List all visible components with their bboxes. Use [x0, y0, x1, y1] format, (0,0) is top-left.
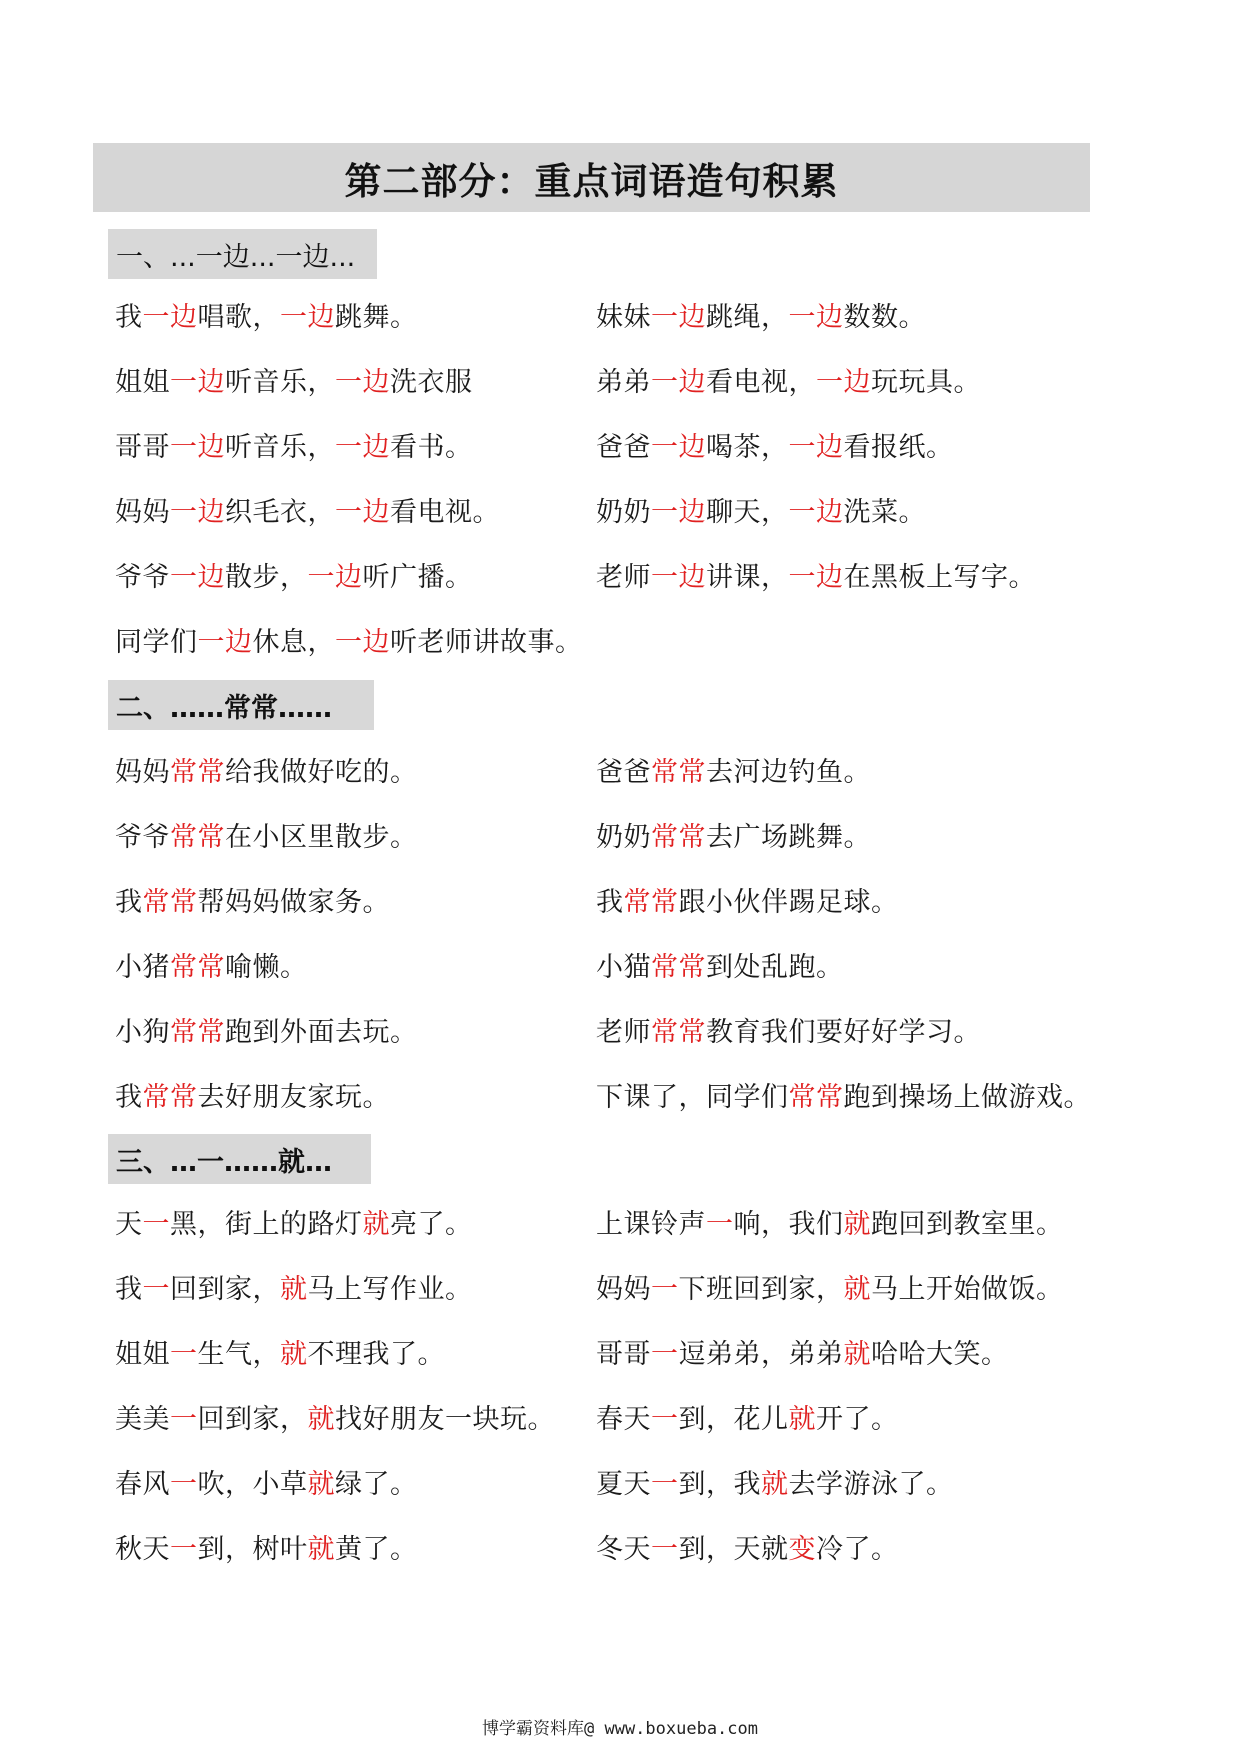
sentence-text: 听音乐，	[225, 432, 335, 463]
example-sentence	[115, 740, 596, 805]
sentence-text: 不理我了。	[307, 1339, 445, 1370]
keyword-highlight: 就	[307, 1404, 335, 1435]
keyword-highlight: 一边	[170, 497, 225, 528]
example-sentence	[115, 1452, 596, 1517]
example-sentence	[115, 805, 596, 870]
example-sentence	[596, 935, 1125, 1000]
sentence-text: 跳舞。	[335, 302, 418, 333]
keyword-highlight: 一	[651, 1274, 679, 1305]
sentence-text: 老师	[596, 1017, 651, 1048]
keyword-highlight: 一边	[170, 367, 225, 398]
keyword-highlight: 一边	[170, 432, 225, 463]
sentence-text: 给我做好吃的。	[225, 757, 418, 788]
keyword-highlight: 常常	[788, 1082, 844, 1113]
sentence-text: 小猪	[115, 952, 170, 983]
keyword-highlight: 变	[788, 1534, 816, 1565]
sentence-text: 妹妹	[596, 302, 651, 333]
keyword-highlight: 一	[651, 1339, 679, 1370]
page-title: 第二部分：重点词语造句积累	[93, 143, 1090, 212]
keyword-highlight: 常常	[170, 822, 225, 853]
sentence-text: 夏天	[596, 1469, 651, 1500]
sentence-text: 看报纸。	[843, 432, 954, 463]
example-sentence	[596, 480, 1125, 545]
sentence-text: 老师	[596, 562, 651, 593]
sentence-text: 听老师讲故事。	[390, 627, 583, 658]
keyword-highlight: 常常	[142, 887, 198, 918]
sentence-text: 跑到外面去玩。	[225, 1017, 418, 1048]
sentence-text: 我	[115, 1082, 143, 1113]
keyword-highlight: 一边	[788, 497, 844, 528]
sentence-text: 教育我们要好好学习。	[706, 1017, 981, 1048]
keyword-highlight: 就	[761, 1469, 789, 1500]
sentence-text: 散步，	[225, 562, 308, 593]
keyword-highlight: 常常	[170, 757, 225, 788]
keyword-highlight: 就	[843, 1274, 871, 1305]
keyword-highlight: 一	[170, 1339, 198, 1370]
section-heading-1: 一、...一边...一边...	[108, 229, 377, 279]
keyword-highlight: 一边	[788, 302, 844, 333]
sentence-text: 织毛衣，	[225, 497, 335, 528]
sentence-text: 响，我们	[733, 1209, 844, 1240]
sentence-list-2	[115, 740, 1125, 1130]
sentence-text: 爸爸	[596, 757, 651, 788]
keyword-highlight: 一边	[788, 562, 844, 593]
example-sentence	[596, 350, 1125, 415]
keyword-highlight: 一边	[335, 627, 390, 658]
example-sentence	[115, 350, 596, 415]
sentence-text: 爷爷	[115, 822, 170, 853]
sentence-text: 绿了。	[335, 1469, 418, 1500]
sentence-text: 奶奶	[596, 497, 651, 528]
sentence-text: 跑回到教室里。	[871, 1209, 1064, 1240]
sentence-text: 看电视。	[390, 497, 500, 528]
sentence-text: 到，树叶	[197, 1534, 308, 1565]
sentence-text: 跳绳，	[706, 302, 789, 333]
sentence-text: 看书。	[390, 432, 473, 463]
sentence-text: 看电视，	[706, 367, 816, 398]
sentence-text: 洗菜。	[843, 497, 926, 528]
sentence-text: 吹，小草	[197, 1469, 308, 1500]
sentence-text: 秋天	[115, 1534, 170, 1565]
example-sentence	[596, 1322, 1125, 1387]
sentence-text: 哈哈大笑。	[871, 1339, 1009, 1370]
example-sentence	[596, 1257, 1125, 1322]
keyword-highlight: 一边	[335, 497, 390, 528]
keyword-highlight: 一边	[651, 367, 706, 398]
keyword-highlight: 一边	[170, 562, 225, 593]
keyword-highlight: 常常	[142, 1082, 198, 1113]
sentence-text: 同学们	[115, 627, 198, 658]
sentence-text: 讲课，	[706, 562, 789, 593]
example-sentence	[115, 1517, 596, 1582]
example-sentence	[115, 1192, 596, 1257]
sentence-text: 小狗	[115, 1017, 170, 1048]
sentence-text: 哥哥	[596, 1339, 651, 1370]
section-heading-2: 二、……常常……	[108, 680, 374, 730]
sentence-text: 到，天就	[678, 1534, 789, 1565]
sentence-list-3	[115, 1192, 1125, 1582]
keyword-highlight: 一边	[142, 302, 198, 333]
keyword-highlight: 常常	[651, 952, 706, 983]
example-sentence	[115, 870, 596, 935]
keyword-highlight: 常常	[651, 757, 706, 788]
keyword-highlight: 一	[651, 1469, 679, 1500]
sentence-text: 我	[115, 887, 143, 918]
keyword-highlight: 常常	[651, 822, 706, 853]
example-sentence	[115, 1000, 596, 1065]
sentence-text: 我	[115, 1274, 143, 1305]
sentence-text: 听音乐，	[225, 367, 335, 398]
keyword-highlight: 常常	[651, 1017, 706, 1048]
sentence-text: 去河边钓鱼。	[706, 757, 871, 788]
sentence-text: 回到家，	[197, 1404, 308, 1435]
keyword-highlight: 一边	[651, 497, 706, 528]
sentence-text: 喝茶，	[706, 432, 789, 463]
sentence-text: 开了。	[816, 1404, 899, 1435]
example-sentence	[115, 935, 596, 1000]
keyword-highlight: 常常	[170, 1017, 225, 1048]
example-sentence	[596, 285, 1125, 350]
sentence-text: 听广播。	[362, 562, 473, 593]
sentence-text: 到处乱跑。	[706, 952, 844, 983]
sentence-text: 上课铃声	[596, 1209, 706, 1240]
sentence-text: 回到家，	[170, 1274, 280, 1305]
sentence-text: 去好朋友家玩。	[197, 1082, 390, 1113]
keyword-highlight: 就	[307, 1534, 335, 1565]
keyword-highlight: 一边	[651, 432, 706, 463]
sentence-text: 妈妈	[596, 1274, 651, 1305]
sentence-text: 到，花儿	[678, 1404, 789, 1435]
keyword-highlight: 就	[788, 1404, 816, 1435]
keyword-highlight: 一边	[280, 302, 335, 333]
example-sentence	[115, 545, 596, 610]
keyword-highlight: 就	[307, 1469, 335, 1500]
example-sentence	[596, 415, 1125, 480]
sentence-text: 在小区里散步。	[225, 822, 418, 853]
example-sentence	[596, 870, 1125, 935]
keyword-highlight: 就	[843, 1339, 871, 1370]
sentence-text: 黑，街上的路灯	[170, 1209, 363, 1240]
sentence-text: 我	[596, 887, 624, 918]
sentence-text: 休息，	[252, 627, 335, 658]
sentence-text: 下班回到家，	[678, 1274, 844, 1305]
sentence-text: 跑到操场上做游戏。	[843, 1082, 1091, 1113]
example-sentence	[596, 1452, 1125, 1517]
keyword-highlight: 一	[651, 1534, 679, 1565]
sentence-text: 冬天	[596, 1534, 651, 1565]
sentence-text: 我	[115, 302, 143, 333]
keyword-highlight: 一	[142, 1209, 170, 1240]
example-sentence	[115, 415, 596, 480]
sentence-text: 逗弟弟，弟弟	[678, 1339, 844, 1370]
example-sentence	[115, 1322, 596, 1387]
sentence-text: 喻懒。	[225, 952, 308, 983]
keyword-highlight: 就	[843, 1209, 871, 1240]
example-sentence	[596, 1517, 1125, 1582]
keyword-highlight: 一	[651, 1404, 679, 1435]
example-sentence	[596, 1387, 1125, 1452]
sentence-text: 生气，	[197, 1339, 280, 1370]
example-sentence	[115, 1065, 596, 1130]
example-sentence	[596, 545, 1125, 610]
sentence-text: 马上写作业。	[307, 1274, 473, 1305]
sentence-text: 春天	[596, 1404, 651, 1435]
sentence-text: 奶奶	[596, 822, 651, 853]
sentence-text: 妈妈	[115, 497, 170, 528]
keyword-highlight: 就	[362, 1209, 390, 1240]
sentence-list-1	[115, 285, 1125, 675]
sentence-text: 哥哥	[115, 432, 170, 463]
sentence-text: 春风	[115, 1469, 170, 1500]
sentence-text: 帮妈妈做家务。	[197, 887, 390, 918]
keyword-highlight: 一边	[651, 562, 706, 593]
example-sentence	[596, 740, 1125, 805]
keyword-highlight: 一边	[307, 562, 363, 593]
sentence-text: 妈妈	[115, 757, 170, 788]
sentence-text: 亮了。	[390, 1209, 473, 1240]
sentence-text: 马上开始做饭。	[871, 1274, 1064, 1305]
footer-watermark: 博学霸资料库@ www.boxueba.com	[482, 1719, 758, 1739]
keyword-highlight: 就	[280, 1274, 308, 1305]
sentence-text: 跟小伙伴踢足球。	[678, 887, 899, 918]
example-sentence	[596, 1000, 1125, 1065]
sentence-text: 黄了。	[335, 1534, 418, 1565]
sentence-text: 爸爸	[596, 432, 651, 463]
keyword-highlight: 一边	[197, 627, 253, 658]
sentence-text: 爷爷	[115, 562, 170, 593]
keyword-highlight: 一	[170, 1469, 198, 1500]
sentence-text: 在黑板上写字。	[843, 562, 1036, 593]
sentence-text: 找好朋友一块玩。	[335, 1404, 555, 1435]
example-sentence	[596, 1192, 1125, 1257]
example-sentence	[115, 480, 596, 545]
keyword-highlight: 一边	[816, 367, 871, 398]
keyword-highlight: 常常	[623, 887, 679, 918]
keyword-highlight: 一边	[335, 432, 390, 463]
sentence-text: 冷了。	[816, 1534, 899, 1565]
keyword-highlight: 一	[706, 1209, 734, 1240]
sentence-text: 数数。	[843, 302, 926, 333]
keyword-highlight: 一边	[335, 367, 390, 398]
keyword-highlight: 常常	[170, 952, 225, 983]
sentence-text: 洗衣服	[390, 367, 473, 398]
sentence-text: 去学游泳了。	[788, 1469, 954, 1500]
sentence-text: 下课了，同学们	[596, 1082, 789, 1113]
keyword-highlight: 一	[170, 1404, 198, 1435]
sentence-text: 美美	[115, 1404, 170, 1435]
sentence-text: 到，我	[678, 1469, 761, 1500]
sentence-text: 小猫	[596, 952, 651, 983]
sentence-text: 姐姐	[115, 367, 170, 398]
keyword-highlight: 一边	[651, 302, 706, 333]
sentence-text: 姐姐	[115, 1339, 170, 1370]
keyword-highlight: 一	[170, 1534, 198, 1565]
sentence-text: 聊天，	[706, 497, 789, 528]
sentence-text: 弟弟	[596, 367, 651, 398]
example-sentence	[115, 1387, 596, 1452]
keyword-highlight: 一边	[788, 432, 844, 463]
sentence-text: 去广场跳舞。	[706, 822, 871, 853]
example-sentence	[596, 1065, 1125, 1130]
sentence-text: 唱歌，	[197, 302, 280, 333]
sentence-text: 玩玩具。	[871, 367, 981, 398]
example-sentence	[115, 1257, 596, 1322]
example-sentence	[115, 610, 596, 675]
keyword-highlight: 就	[280, 1339, 308, 1370]
section-heading-3: 三、…一……就…	[108, 1134, 371, 1184]
sentence-text: 天	[115, 1209, 143, 1240]
keyword-highlight: 一	[142, 1274, 170, 1305]
example-sentence	[596, 805, 1125, 870]
example-sentence	[115, 285, 596, 350]
